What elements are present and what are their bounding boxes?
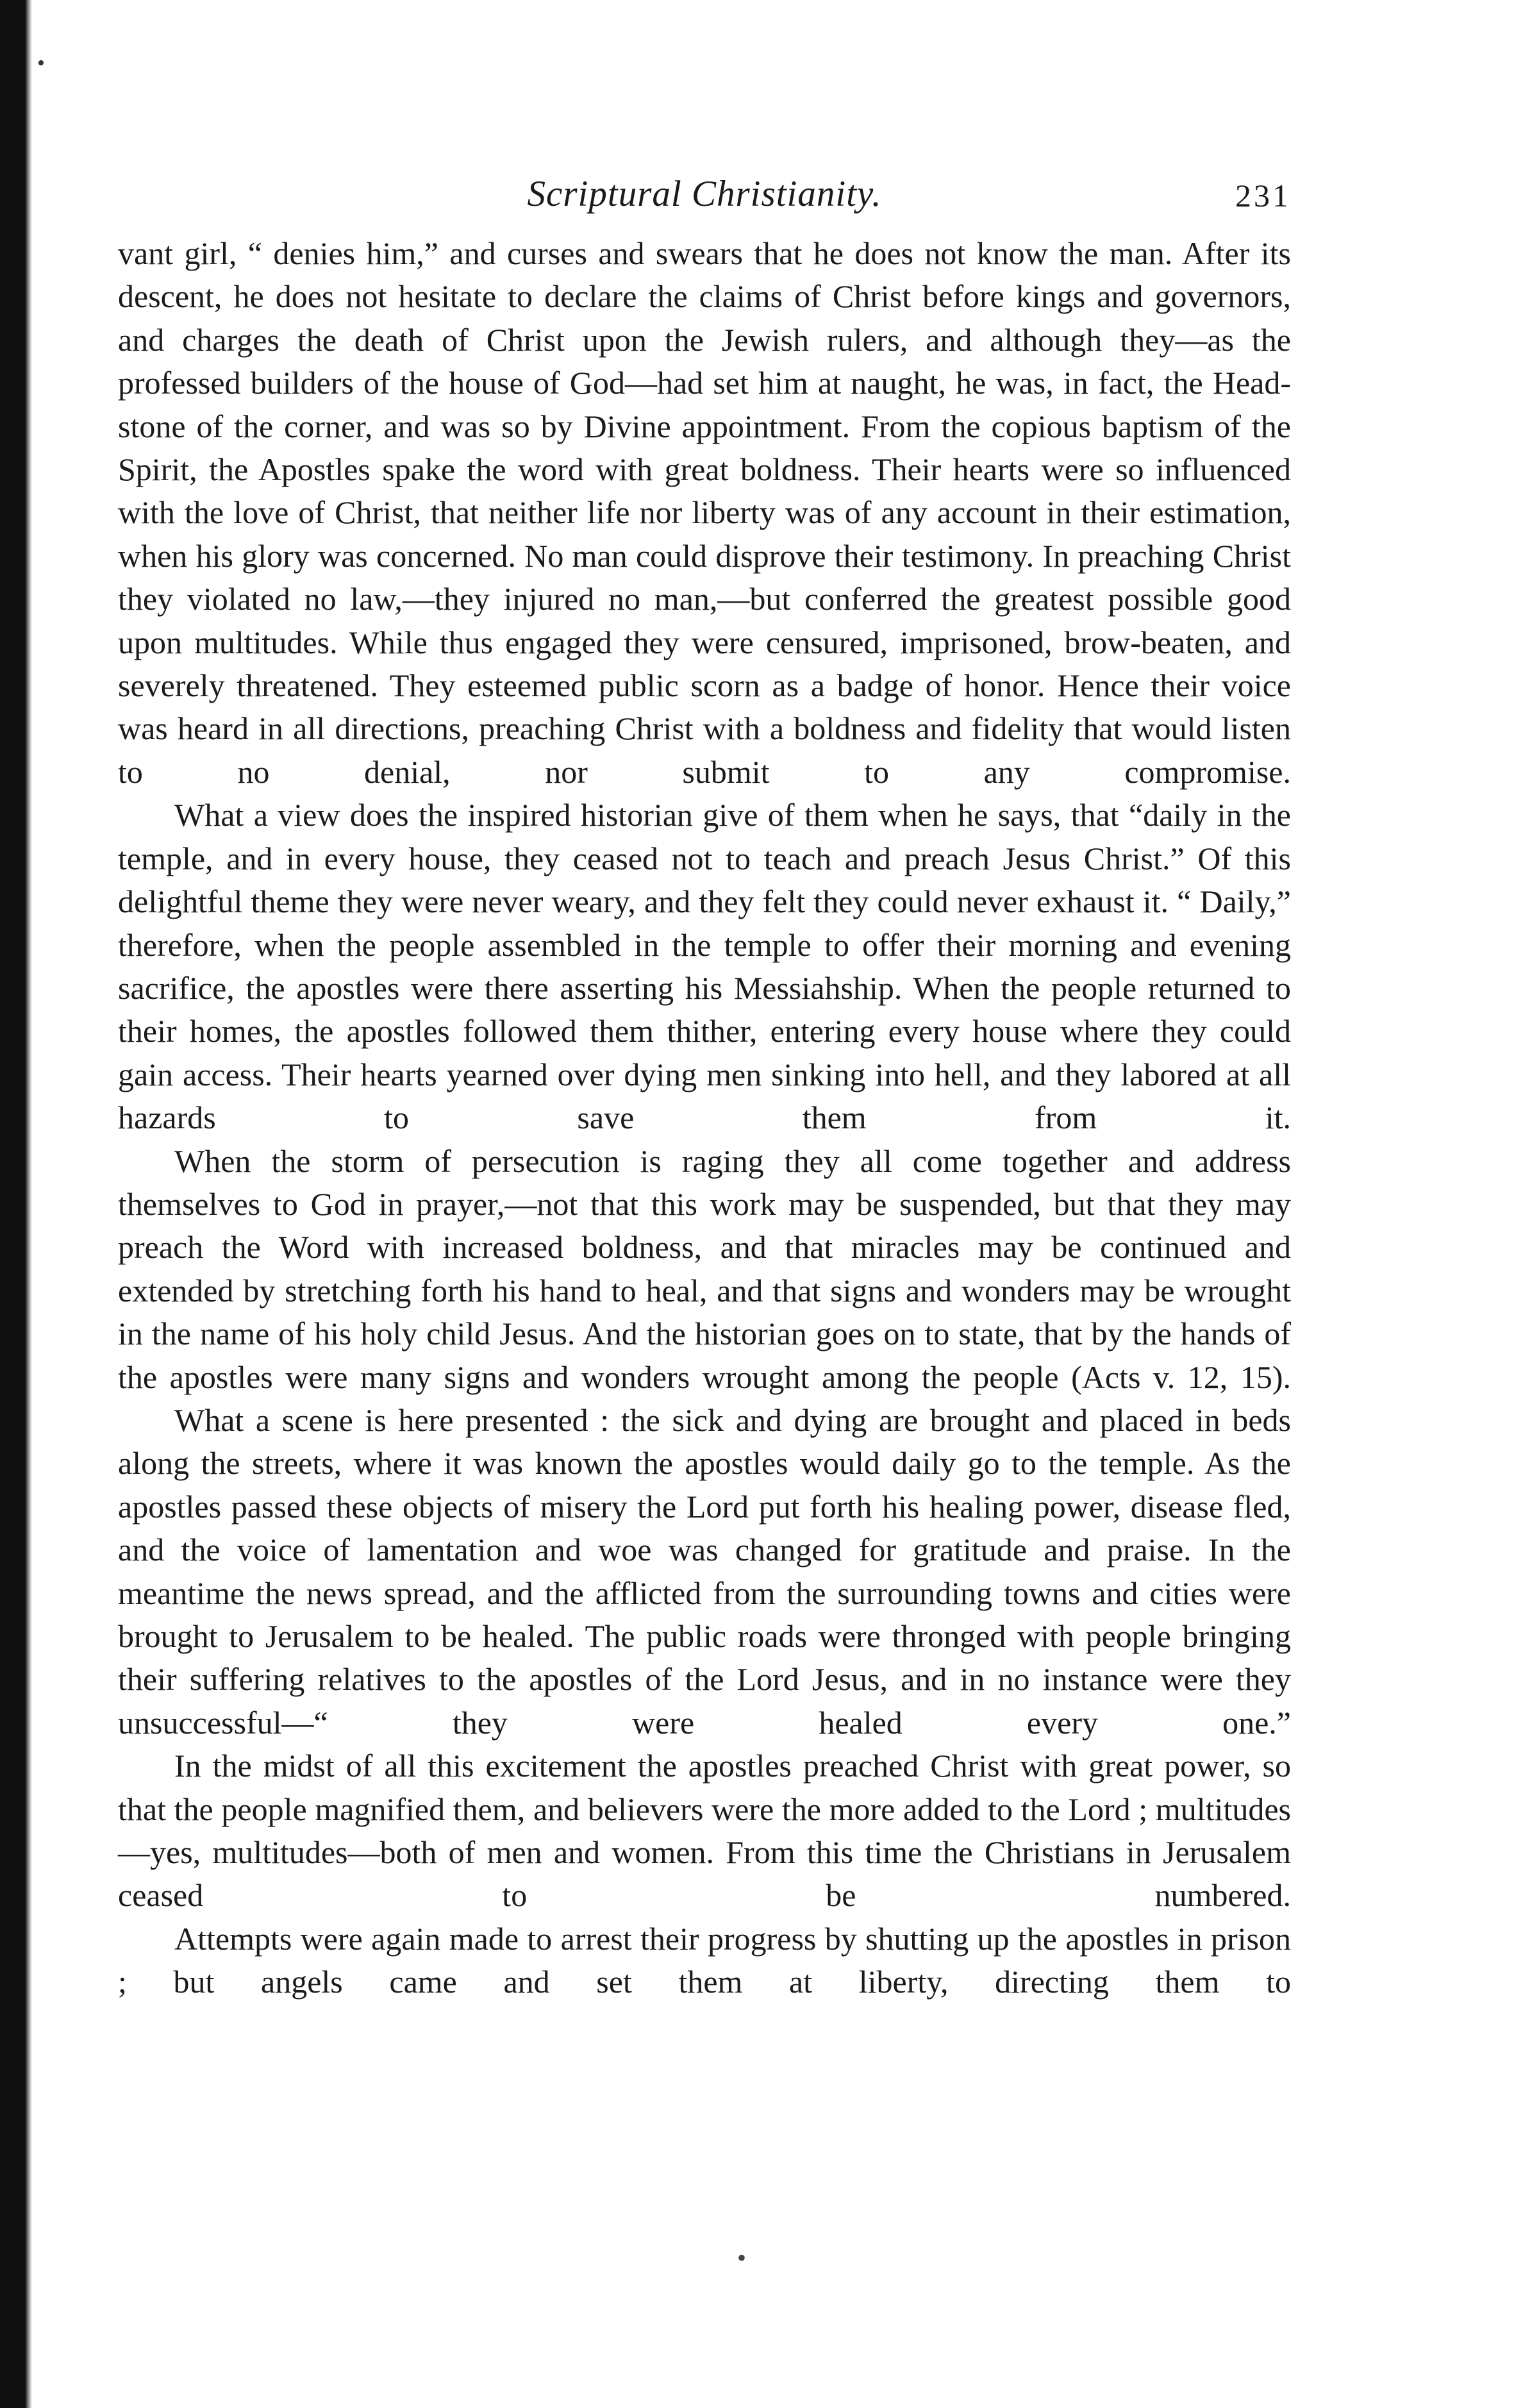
book-page [118,173,1291,2004]
running-title: Scriptural Christianity. [527,174,882,214]
margin-tick-mark: • [37,51,45,75]
paragraph-6: Attempts were again made to arrest their progress by shutting up the apostles in prison ; but angels came and set them at liberty, directing them to [118,1920,1291,2000]
page-number: 231 [1235,178,1291,213]
body-text [118,232,1291,2004]
paragraph-1: vant girl, “ denies him,” and curses and swears that he does not know the man. After its descent, he does not hesitate to declare the claims of Christ before kings and governors, and charges the death of Christ upon the Jewish rulers, and although they—as the professed builders of the house of God—had set him at naught, he was, in fact, the Head-stone of the corner, and was so by Divine appointment. From the copious baptism of the Spirit, the Apostles spake the word with great boldness. Their hearts were so influenced with the love of Christ, that neither life nor liberty was of any account in their estimation, when his glory was concerned. No man could disprove their testimony. In preaching Christ they violated no law,—they injured no man,—but conferred the greatest possible good upon multitudes. While thus engaged they were censured, imprisoned, brow-beaten, and severely threatened. They esteemed public scorn as a badge of honor. Hence their voice was heard in all directions, preaching Christ with a boldness and fidelity that would listen to no denial, nor submit to any compromise. [118,235,1291,790]
paragraph-2: What a view does the inspired historian give of them when he says, that “daily in the temple, and in every house, they ceased not to teach and preach Jesus Christ.” Of this delightful theme they were never weary, and they felt they could never exhaust it. “ Daily,” therefore, when the people assembled in the temple to offer their morning and evening sacrifice, the apostles were there asserting his Messiahship. When the people returned to their homes, the apostles followed them thither, entering every house where they could gain access. Their hearts yearned over dying men sinking into hell, and they labored at all hazards to save them from it. [118,797,1291,1136]
paragraph-3: When the storm of persecution is raging they all come together and address themselves to God in prayer,—not that this work may be suspended, but that they may preach the Word with increased boldness, and that miracles may be continued and extended by stretching forth his hand to heal, and that signs and wonders may be wrought in the name of his holy child Jesus. And the historian goes on to state, that by the hands of the apostles were many signs and wonders wrought among the people (Acts v. 12, 15). [118,1142,1291,1395]
book-spine-shadow [0,0,26,2408]
printer-dot-mark: • [737,2243,747,2272]
running-head [118,173,1291,224]
paragraph-4: What a scene is here presented : the sick and dying are brought and placed in beds along the streets, where it was known the apostles would daily go to the temple. As the apostles passed these objects of misery the Lord put forth his healing power, disease fled, and the voice of lamentation and woe was changed for gratitude and praise. In the meantime the news spread, and the afflicted from the surrounding towns and cities were brought to Jerusalem to be healed. The public roads were thronged with people bringing their suffering relatives to the apostles of the Lord Jesus, and in no instance were they unsuccessful—“ they were healed every one.” [118,1401,1291,1741]
paragraph-5: In the midst of all this excitement the apostles preached Christ with great power, so that the people magnified them, and believers were the more added to the Lord ; multitudes—yes, multitudes—both of men and women. From this time the Christians in Jerusalem ceased to be numbered. [118,1748,1291,1914]
spine-edge-gradient [26,0,32,2408]
